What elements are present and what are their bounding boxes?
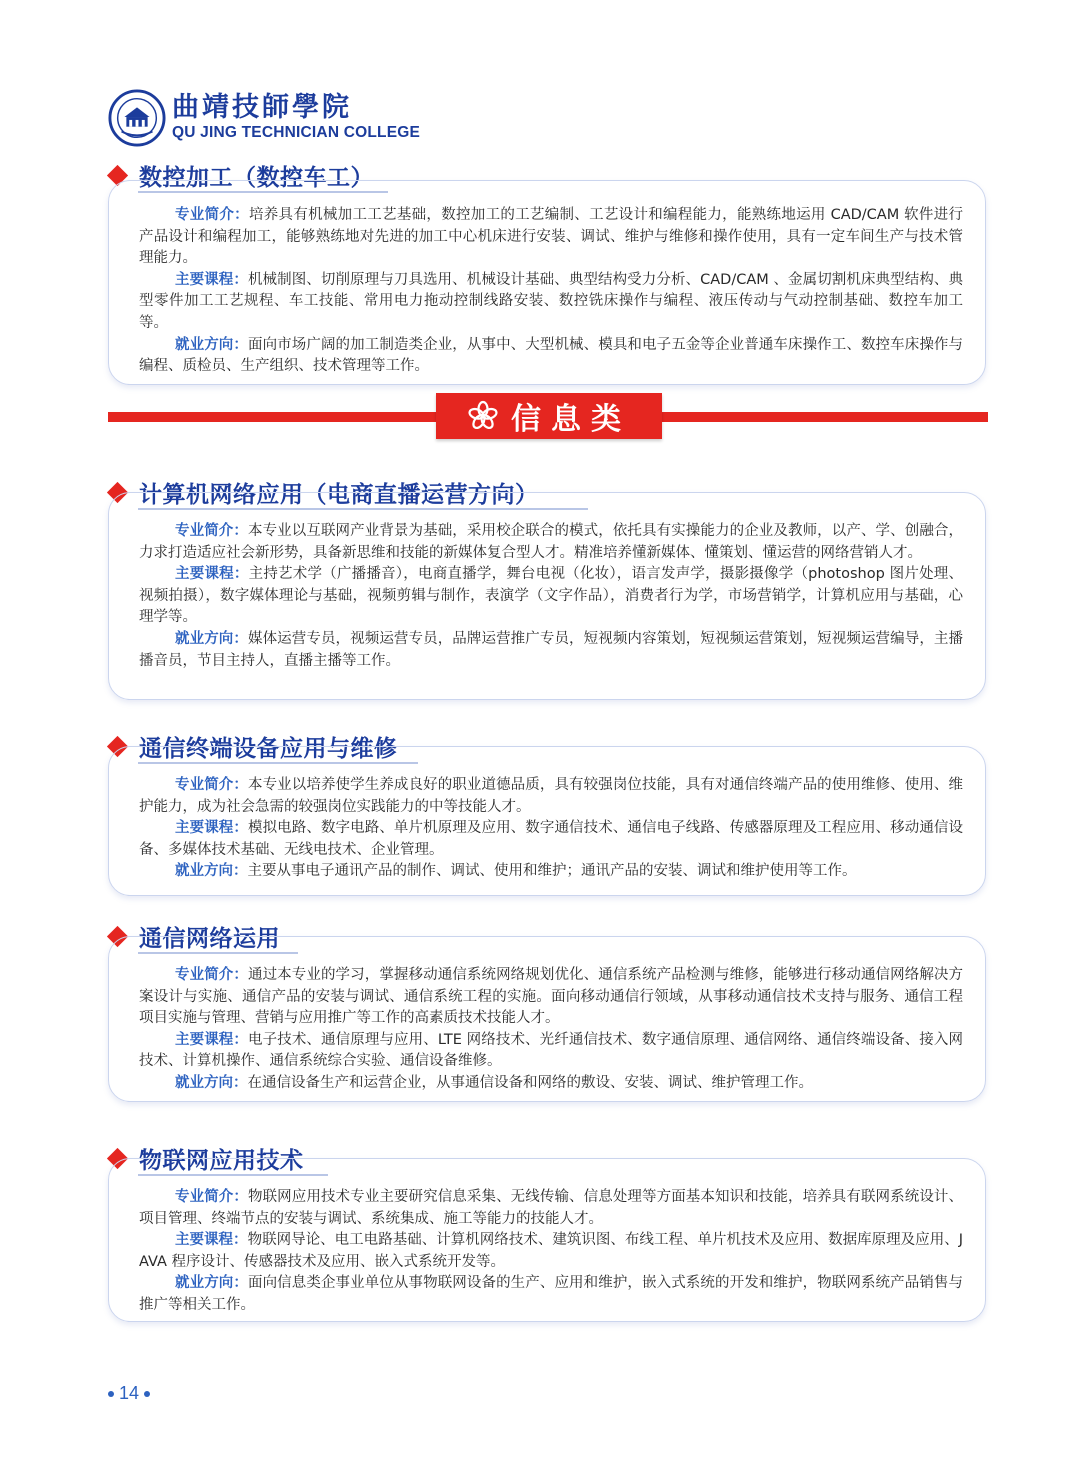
jobs-text: 面向市场广阔的加工制造类企业，从事中、大型机械、模具和电子五金等企业普通车床操作工、数控车床操作与编程、质检员、生产组织、技术管理等工作。 <box>139 336 964 375</box>
courses-text: 电子技术、通信原理与应用、LTE 网络技术、光纤通信技术、数字通信原理、通信网络、通信终端设备、接入网技术、计算机操作、通信系统综合实验、通信设备维修。 <box>139 1031 963 1070</box>
section-title: 通信网络运用 <box>139 925 280 952</box>
program-intro <box>139 521 963 564</box>
intro-text: 通过本专业的学习，掌握移动通信系统网络规划优化、通信系统产品检测与维修，能够进行移动通信网络解决方案设计与实施、通信产品的安装与调试、通信系统工程的实施。面向移动通信行领域，从事移动通信技术支持与服务、通信工程项目实施与管理、营销与应用推广等工作的高素质技术技能人才。 <box>139 967 964 1027</box>
program-courses <box>139 270 963 335</box>
program-details-card <box>108 1158 986 1322</box>
courses-label: 主要课程： <box>175 566 249 583</box>
program-jobs <box>139 1273 963 1316</box>
courses-text: 机械制图、切削原理与刀具选用、机械设计基础、典型结构受力分析、CAD/CAM 、金属切割机床典型结构、典型零件加工工艺规程、车工技能、常用电力拖动控制线路安装、数控铣床操作与编程、液压传动与气动控制基础、数控车加工等。 <box>139 271 963 331</box>
page-number-text: 14 <box>119 1383 140 1403</box>
program-jobs <box>139 335 963 378</box>
intro-text: 本专业以培养使学生养成良好的职业道德品质，具有较强岗位技能，具有对通信终端产品的使用维修、使用、维护能力，成为社会急需的较强岗位实践能力的中等技能人才。 <box>139 777 964 815</box>
intro-text: 物联网应用技术专业主要研究信息采集、无线传输、信息处理等方面基本知识和技能，培养具有联网系统设计、项目管理、终端节点的安装与调试、系统集成、施工等能力的技能人才。 <box>139 1189 964 1227</box>
logo-english-name: QU JING TECHNICIAN COLLEGE <box>172 124 421 141</box>
intro-label: 专业简介： <box>175 523 248 539</box>
jobs-text: 主要从事电子通讯产品的制作、调试、使用和维护；通讯产品的安装、调试和维护使用等工作。 <box>247 863 857 880</box>
program-courses <box>139 564 963 629</box>
intro-text: 培养具有机械加工工艺基础，数控加工的工艺编制、工艺设计和编程能力，能熟练地运用 CAD/CAM 软件进行产品设计和编程加工，能够熟练地对先进的加工中心机床进行安装、调试、维护与维修和操作使用，具有一定车间生产与技术管理能力。 <box>139 207 963 267</box>
program-courses <box>139 1030 963 1073</box>
program-details-card <box>108 936 986 1102</box>
category-banner <box>436 393 662 439</box>
courses-label: 主要课程： <box>175 820 248 837</box>
program-details-card <box>108 492 986 700</box>
courses-label: 主要课程： <box>175 1031 249 1048</box>
jobs-label: 就业方向： <box>175 863 248 880</box>
program-intro <box>139 775 963 818</box>
courses-text: 物联网导论、电工电路基础、计算机网络技术、建筑识图、布线工程、单片机技术及应用、数据库原理及应用、JAVA 程序设计、传感器技术及应用、嵌入式系统开发等。 <box>139 1232 964 1270</box>
program-jobs <box>139 629 963 672</box>
section-title: 通信终端设备应用与维修 <box>139 735 398 762</box>
logo-chinese-name: 曲靖技師學院 <box>172 92 352 123</box>
courses-label: 主要课程： <box>175 271 248 288</box>
intro-label: 专业简介： <box>175 1189 248 1205</box>
program-jobs <box>139 861 963 883</box>
intro-label: 专业简介： <box>175 967 248 983</box>
program-intro <box>139 965 963 1030</box>
section-title: 物联网应用技术 <box>139 1147 304 1174</box>
college-logo <box>108 88 420 148</box>
intro-text: 本专业以互联网产业背景为基础，采用校企联合的模式，依托具有实操能力的企业及教师，以产、学、创融合，力求打造适应社会新形势，具备新思维和技能的新媒体复合型人才。精准培养懂新媒体、懂策划、懂运营的网络营销人才。 <box>139 523 964 561</box>
program-intro <box>139 1187 963 1230</box>
jobs-text: 在通信设备生产和运营企业，从事通信设备和网络的敷设、安装、调试、维护管理工作。 <box>247 1074 813 1091</box>
section-title: 计算机网络应用（电商直播运营方向） <box>139 481 539 508</box>
jobs-label: 就业方向： <box>175 336 248 353</box>
jobs-text: 面向信息类企事业单位从事物联网设备的生产、应用和维护，嵌入式系统的开发和维护，物联网系统产品销售与推广等相关工作。 <box>139 1275 964 1313</box>
jobs-label: 就业方向： <box>175 1275 248 1292</box>
page-number-dot-icon <box>108 1391 114 1397</box>
courses-text: 主持艺术学（广播播音），电商直播学，舞台电视（化妆），语言发声学，摄影摄像学（photoshop 图片处理、视频拍摄），数字媒体理论与基础，视频剪辑与制作，表演学（文字作品），消费者行为学，市场营销学，计算机应用与基础，心理学等。 <box>139 566 964 626</box>
page-number <box>108 1383 150 1404</box>
program-courses <box>139 818 963 861</box>
courses-text: 模拟电路、数字电路、单片机原理及应用、数字通信技术、通信电子线路、传感器原理及工程应用、移动通信设备、多媒体技术基础、无线电技术、企业管理。 <box>139 820 964 858</box>
jobs-text: 媒体运营专员，视频运营专员，品牌运营推广专员，短视频内容策划，短视频运营策划，短视频运营编导，主播播音员，节目主持人，直播主播等工作。 <box>139 630 964 669</box>
program-details-card <box>108 746 986 896</box>
program-courses <box>139 1230 963 1273</box>
program-details-card <box>108 180 986 385</box>
category-label: 信息类 <box>511 402 631 437</box>
program-intro <box>139 205 963 270</box>
flower-icon <box>467 400 499 432</box>
section-title: 数控加工（数控车工） <box>139 164 374 191</box>
college-seal-icon <box>108 89 166 147</box>
jobs-label: 就业方向： <box>175 630 248 647</box>
courses-label: 主要课程： <box>175 1232 248 1249</box>
program-jobs <box>139 1073 963 1095</box>
page-number-dot-icon <box>144 1391 150 1397</box>
intro-label: 专业简介： <box>175 777 248 793</box>
jobs-label: 就业方向： <box>175 1074 248 1091</box>
intro-label: 专业简介： <box>175 207 249 223</box>
